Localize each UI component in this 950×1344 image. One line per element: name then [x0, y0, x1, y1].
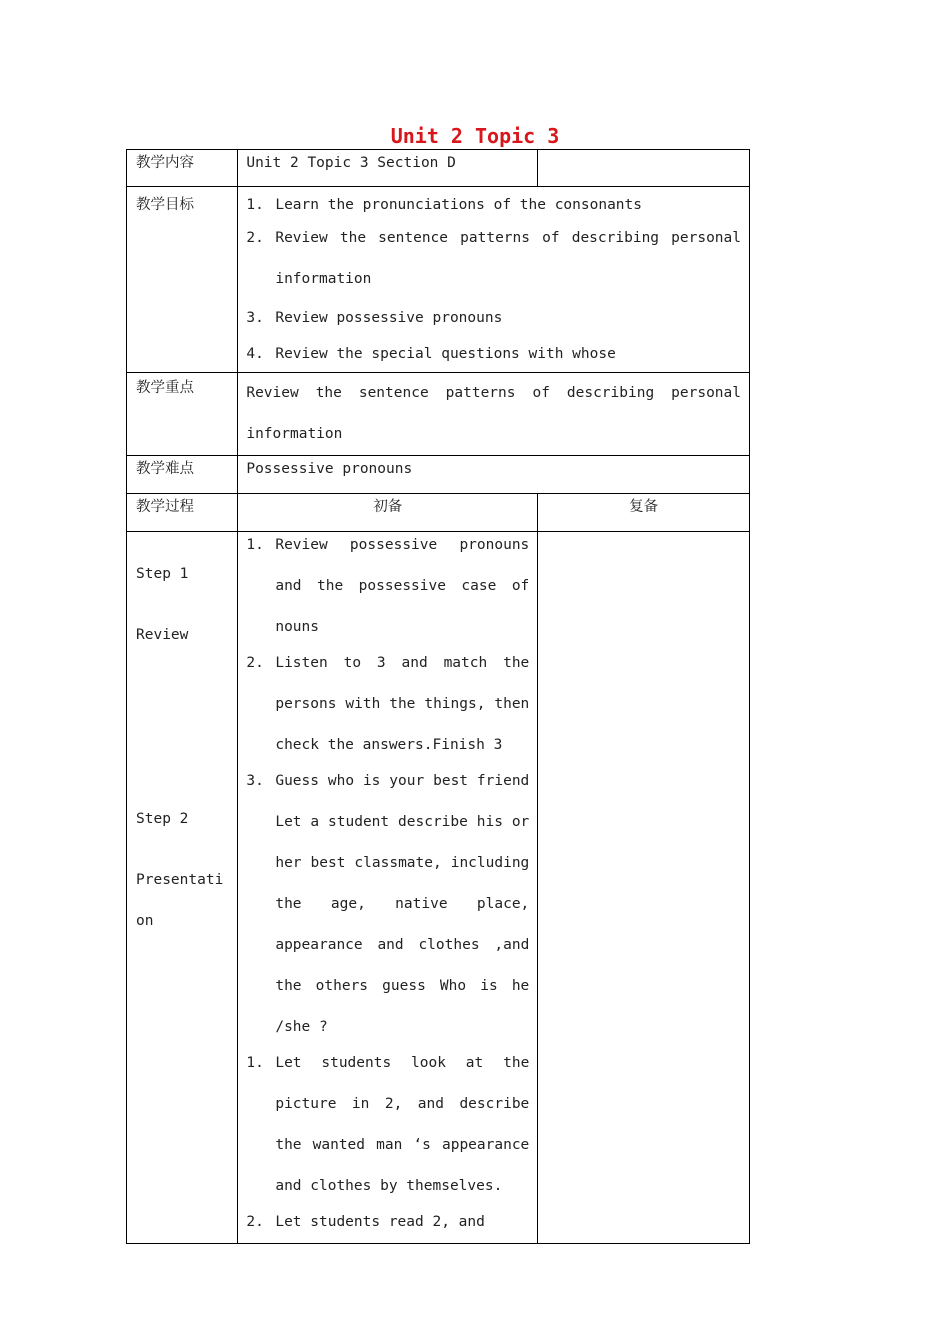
teaching-content-label: 教学内容 — [127, 150, 238, 187]
row-teaching-content — [127, 150, 750, 187]
row-teaching-goals — [127, 187, 750, 373]
list-item: 3. Review possessive pronouns — [246, 310, 503, 326]
revision-prep-header: 复备 — [538, 494, 750, 532]
list-item: 2. Review the sentence patterns of describing personal information — [246, 230, 741, 287]
key-points-value: Review the sentence patterns of describing personal information — [238, 373, 750, 456]
step2-name: Presentation — [136, 872, 224, 929]
teaching-goals-cell — [238, 187, 750, 373]
presentation-list — [246, 1043, 529, 1243]
revision-prep-cell — [538, 532, 750, 1244]
difficulty-value: Possessive pronouns — [238, 456, 750, 494]
page-title: Unit 2 Topic 3 — [390, 124, 560, 148]
step1-block — [136, 544, 229, 666]
initial-prep-cell — [238, 532, 538, 1244]
list-item: 1. Let students look at the picture in 2, and describe the wanted man ‘s appearance and clothes by themselves. — [246, 1055, 530, 1194]
lesson-plan-table — [126, 149, 750, 1244]
goals-list — [246, 187, 741, 372]
list-item: 2. Let students read 2, and — [246, 1214, 485, 1230]
step2-block — [136, 789, 229, 942]
row-steps — [127, 532, 750, 1244]
review-list — [246, 525, 529, 1048]
list-item: 1. Learn the pronunciations of the consonants — [246, 197, 642, 213]
initial-prep-header: 初备 — [238, 494, 538, 532]
key-points-label: 教学重点 — [127, 373, 238, 456]
step2-title: Step 2 — [136, 811, 189, 827]
teaching-content-empty — [538, 150, 750, 187]
list-item: 1. Review possessive pronouns and the possessive case of nouns — [246, 537, 530, 635]
step1-name: Review — [136, 627, 189, 643]
teaching-goals-label: 教学目标 — [127, 187, 238, 373]
list-item: 3. Guess who is your best friend Let a student describe his or her best classmate, including the age, native place, appearance and clothes ,and the others guess Who is he /she ? — [246, 773, 530, 1035]
list-item: 2. Listen to 3 and match the persons with the things, then check the answers.Finish 3 — [246, 655, 530, 753]
teaching-content-value: Unit 2 Topic 3 Section D — [238, 150, 538, 187]
difficulty-label: 教学难点 — [127, 456, 238, 494]
row-difficulty — [127, 456, 750, 494]
steps-label-cell — [127, 532, 238, 1244]
teaching-process-label: 教学过程 — [127, 494, 238, 532]
row-key-points — [127, 373, 750, 456]
list-item: 4. Review the special questions with whose — [246, 346, 616, 362]
step1-title: Step 1 — [136, 566, 189, 582]
